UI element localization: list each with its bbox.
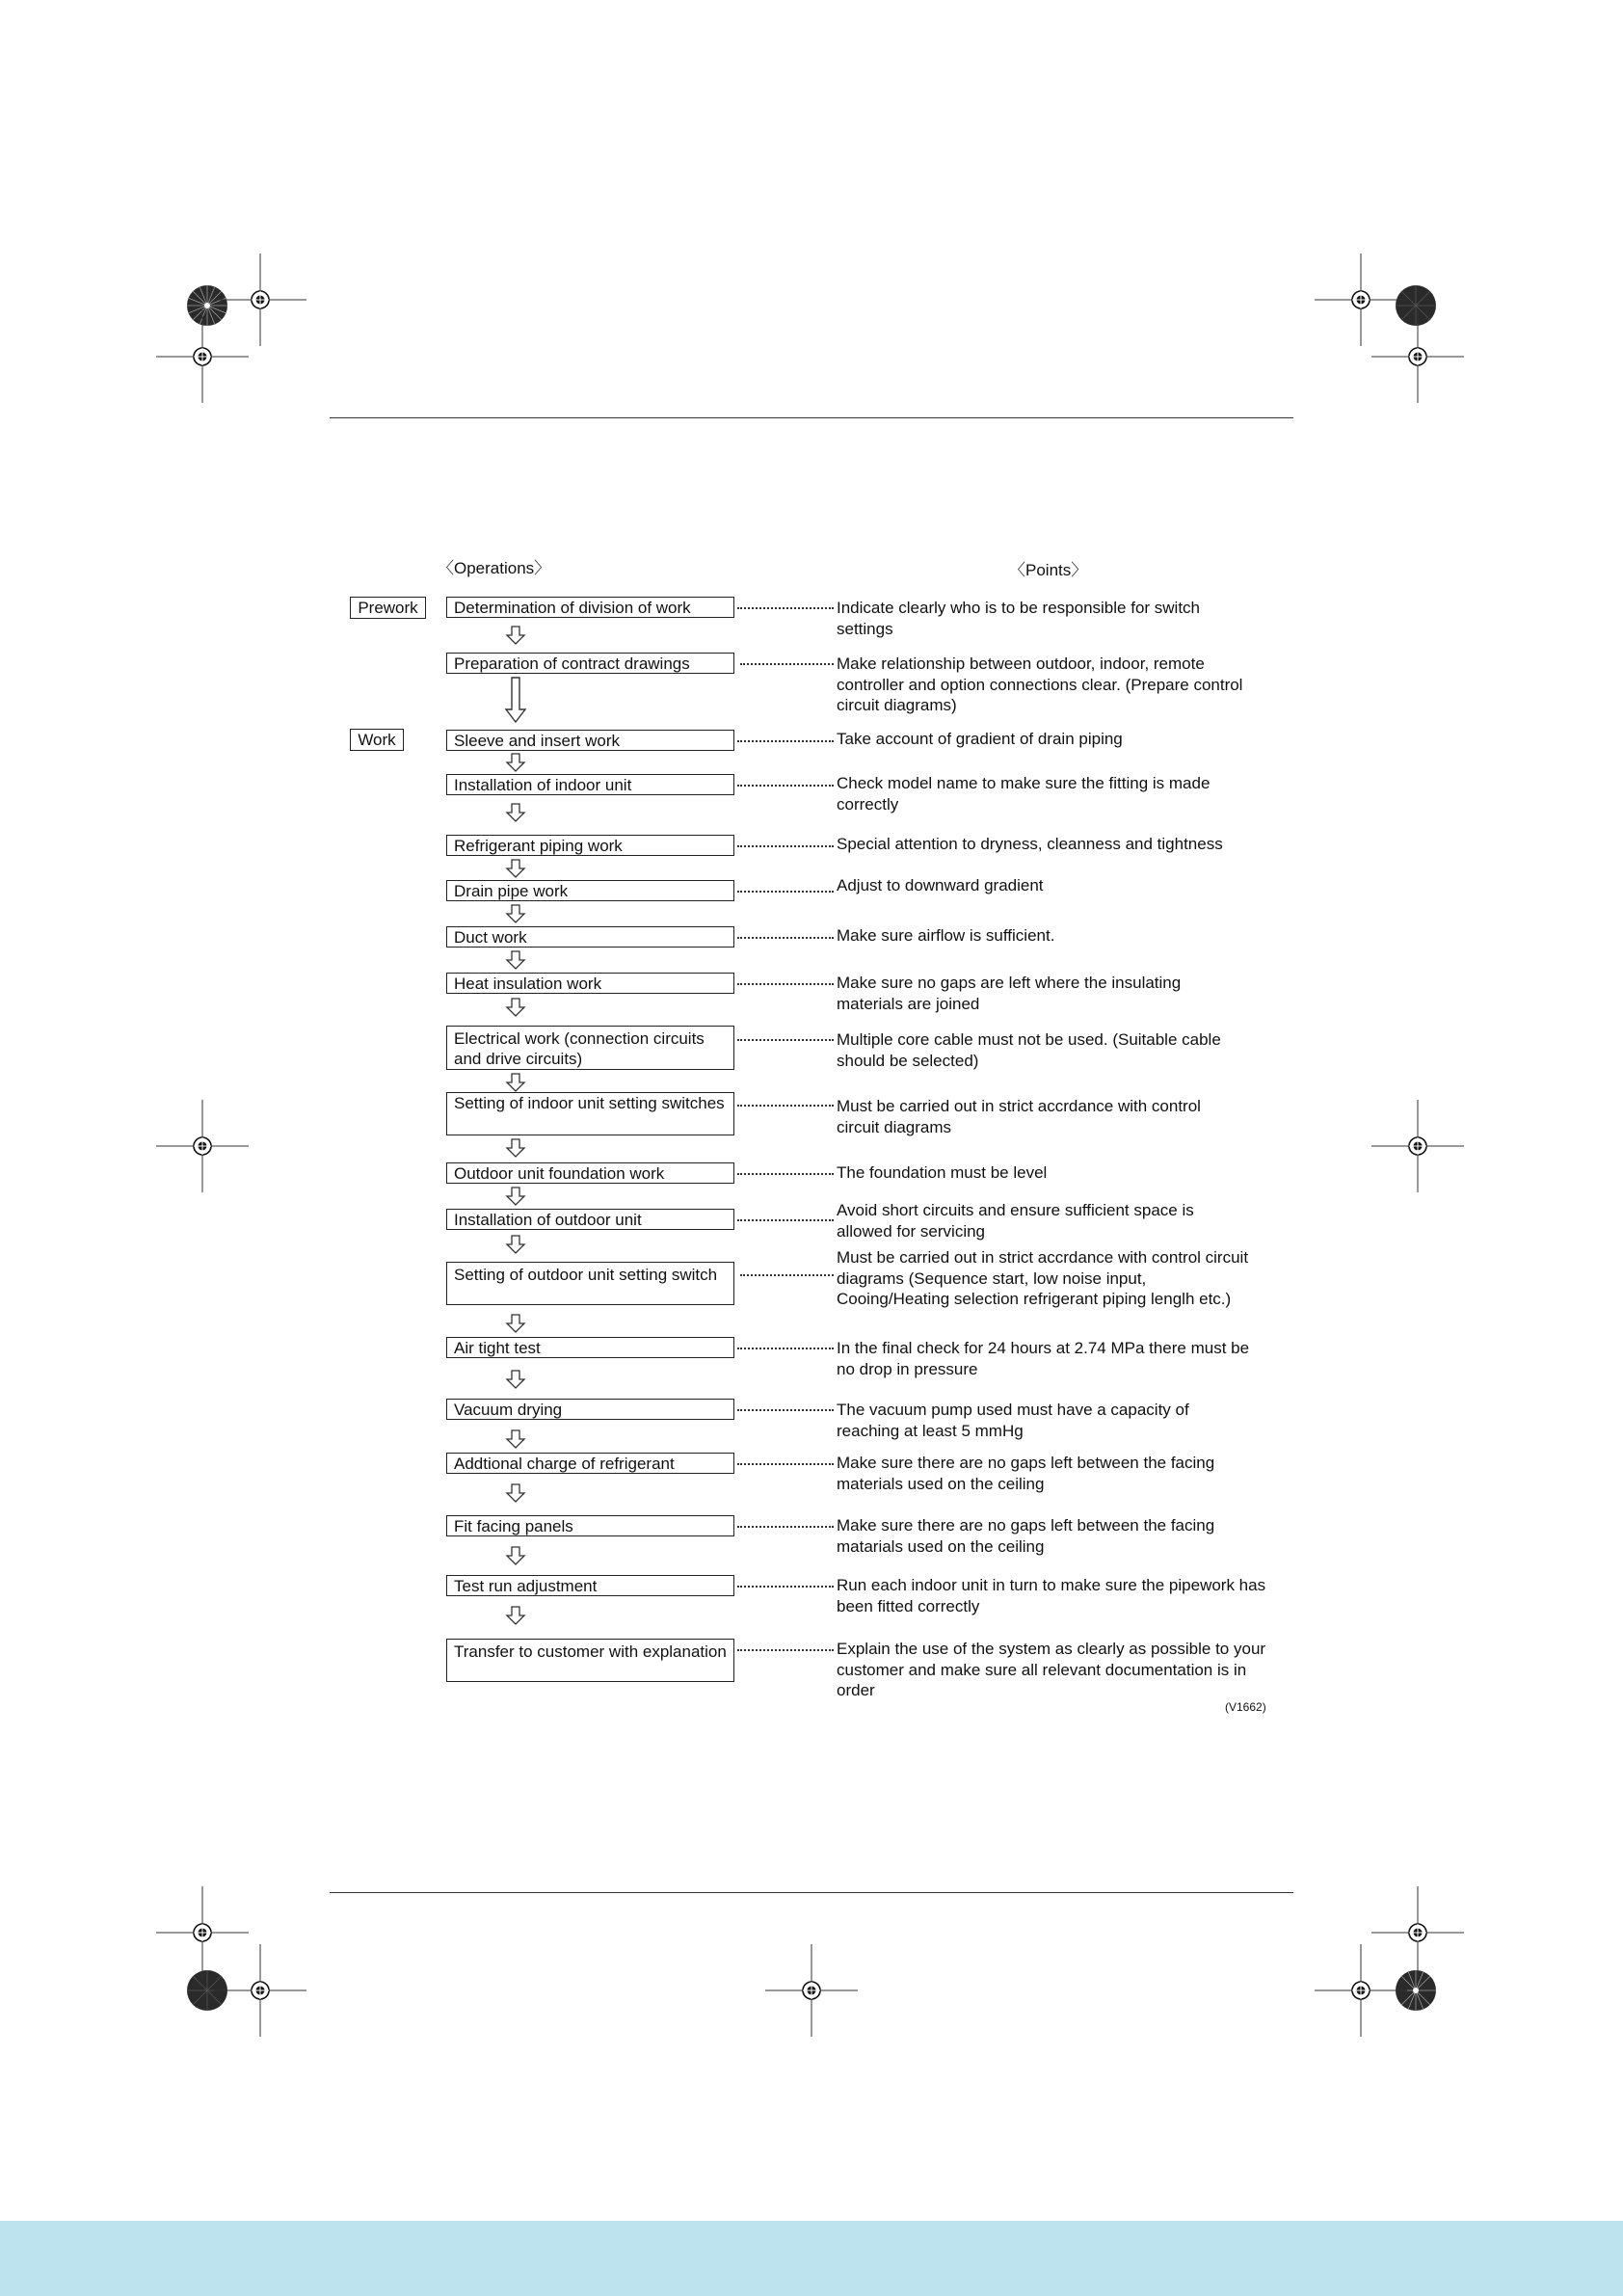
registration-mark-icon [1313,1942,1409,2039]
hollow-down-arrow-icon [505,752,526,773]
point-text: Make sure there are no gaps left between the facing materials used on the ceiling [837,1454,1215,1493]
point-text: Special attention to dryness, cleanness and tightness [837,835,1223,853]
point-text: Take account of gradient of drain piping [837,730,1123,748]
hollow-down-arrow-icon [505,1313,526,1334]
hollow-down-arrow-icon [505,1482,526,1504]
leader-dots [737,607,834,609]
bottom-rule [330,1892,1293,1893]
point-text: Make sure no gaps are left where the insulating materials are joined [837,974,1182,1013]
leader-dots [737,937,834,939]
point-text: Make sure there are no gaps left between the facing matarials used on the ceiling [837,1516,1215,1556]
operation-step: Drain pipe work [446,880,734,901]
operation-step: Air tight test [446,1337,734,1358]
hollow-down-arrow-icon [505,858,526,879]
operation-step: Duct work [446,926,734,948]
top-rule [330,417,1293,418]
point-text: Check model name to make sure the fitting is made correctly [837,774,1211,814]
point-text: Run each indoor unit in turn to make sure the pipework has been fitted correctly [837,1576,1266,1615]
leader-dots [737,1039,834,1041]
hollow-down-arrow-icon [505,802,526,823]
hollow-down-arrow-icon [505,903,526,924]
hollow-down-arrow-icon [503,677,528,723]
point-text: Explain the use of the system as clearly as possible to your customer and make sure all relevant documentation is in order [837,1640,1266,1699]
operation-step: Determination of division of work [446,597,734,618]
leader-dots [737,1105,834,1107]
registration-mark-icon [1370,1098,1466,1194]
point-text: The foundation must be level [837,1163,1048,1182]
footer-band [0,2221,1623,2296]
leader-dots [737,1173,834,1175]
hollow-down-arrow-icon [505,1605,526,1626]
operation-step: Heat insulation work [446,973,734,994]
leader-dots [740,1274,834,1276]
leader-dots [737,785,834,787]
leader-dots [737,1463,834,1465]
registration-mark-icon [154,308,251,405]
operations-heading: 〈Operations〉 [438,559,551,577]
operation-step: Test run adjustment [446,1575,734,1596]
leader-dots [737,1586,834,1588]
figure-code: (V1662) [1225,1700,1266,1714]
hollow-down-arrow-icon [505,949,526,971]
leader-dots [740,663,834,665]
operation-step: Setting of indoor unit setting switches [446,1092,734,1135]
phase-work: Work [350,729,404,751]
leader-dots [737,891,834,893]
operation-step: Addtional charge of refrigerant [446,1453,734,1474]
hollow-down-arrow-icon [505,997,526,1018]
hollow-down-arrow-icon [505,1072,526,1093]
operation-step: Fit facing panels [446,1515,734,1536]
hollow-down-arrow-icon [505,1234,526,1255]
leader-dots [737,1348,834,1349]
leader-dots [737,1526,834,1528]
operation-step: Installation of outdoor unit [446,1209,734,1230]
hollow-down-arrow-icon [505,1369,526,1390]
point-text: Multiple core cable must not be used. (Suitable cable should be selected) [837,1030,1221,1070]
operation-step: Refrigerant piping work [446,835,734,856]
operation-step: Transfer to customer with explanation [446,1639,734,1682]
operation-step: Setting of outdoor unit setting switch [446,1262,734,1305]
point-text: Avoid short circuits and ensure sufficient space is allowed for servicing [837,1201,1194,1241]
point-text: In the final check for 24 hours at 2.74 MPa there must be no drop in pressure [837,1339,1250,1378]
leader-dots [737,1219,834,1221]
registration-mark-icon [154,1098,251,1194]
operation-step: Outdoor unit foundation work [446,1162,734,1184]
hollow-down-arrow-icon [505,1428,526,1450]
points-heading: 〈Points〉 [1009,561,1088,579]
leader-dots [737,983,834,985]
registration-mark-icon [763,1942,860,2039]
point-text: Must be carried out in strict accrdance with control circuit diagrams (Sequence start, low noise input, Cooing/Heating selection refrigerant piping lenglh etc.) [837,1248,1249,1308]
leader-dots [737,1649,834,1651]
registration-mark-icon [1370,308,1466,405]
point-text: Must be carried out in strict accrdance with control circuit diagrams [837,1097,1201,1136]
point-text: Indicate clearly who is to be responsible for switch settings [837,599,1201,638]
hollow-down-arrow-icon [505,625,526,646]
leader-dots [737,845,834,847]
operation-step: Sleeve and insert work [446,730,734,751]
hollow-down-arrow-icon [505,1545,526,1566]
registration-mark-icon [212,1942,308,2039]
operation-step: Preparation of contract drawings [446,653,734,674]
point-text: The vacuum pump used must have a capacity of reaching at least 5 mmHg [837,1401,1189,1440]
point-text: Make relationship between outdoor, indoor, remote controller and option connections clear. (Prepare control circuit diagrams) [837,654,1243,714]
phase-prework: Prework [350,597,426,619]
operation-step: Installation of indoor unit [446,774,734,795]
point-text: Adjust to downward gradient [837,876,1044,894]
leader-dots [737,1409,834,1411]
leader-dots [737,740,834,742]
operation-step: Electrical work (connection circuits and drive circuits) [446,1026,734,1070]
point-text: Make sure airflow is sufficient. [837,926,1055,945]
hollow-down-arrow-icon [505,1137,526,1159]
hollow-down-arrow-icon [505,1186,526,1207]
operation-step: Vacuum drying [446,1399,734,1420]
